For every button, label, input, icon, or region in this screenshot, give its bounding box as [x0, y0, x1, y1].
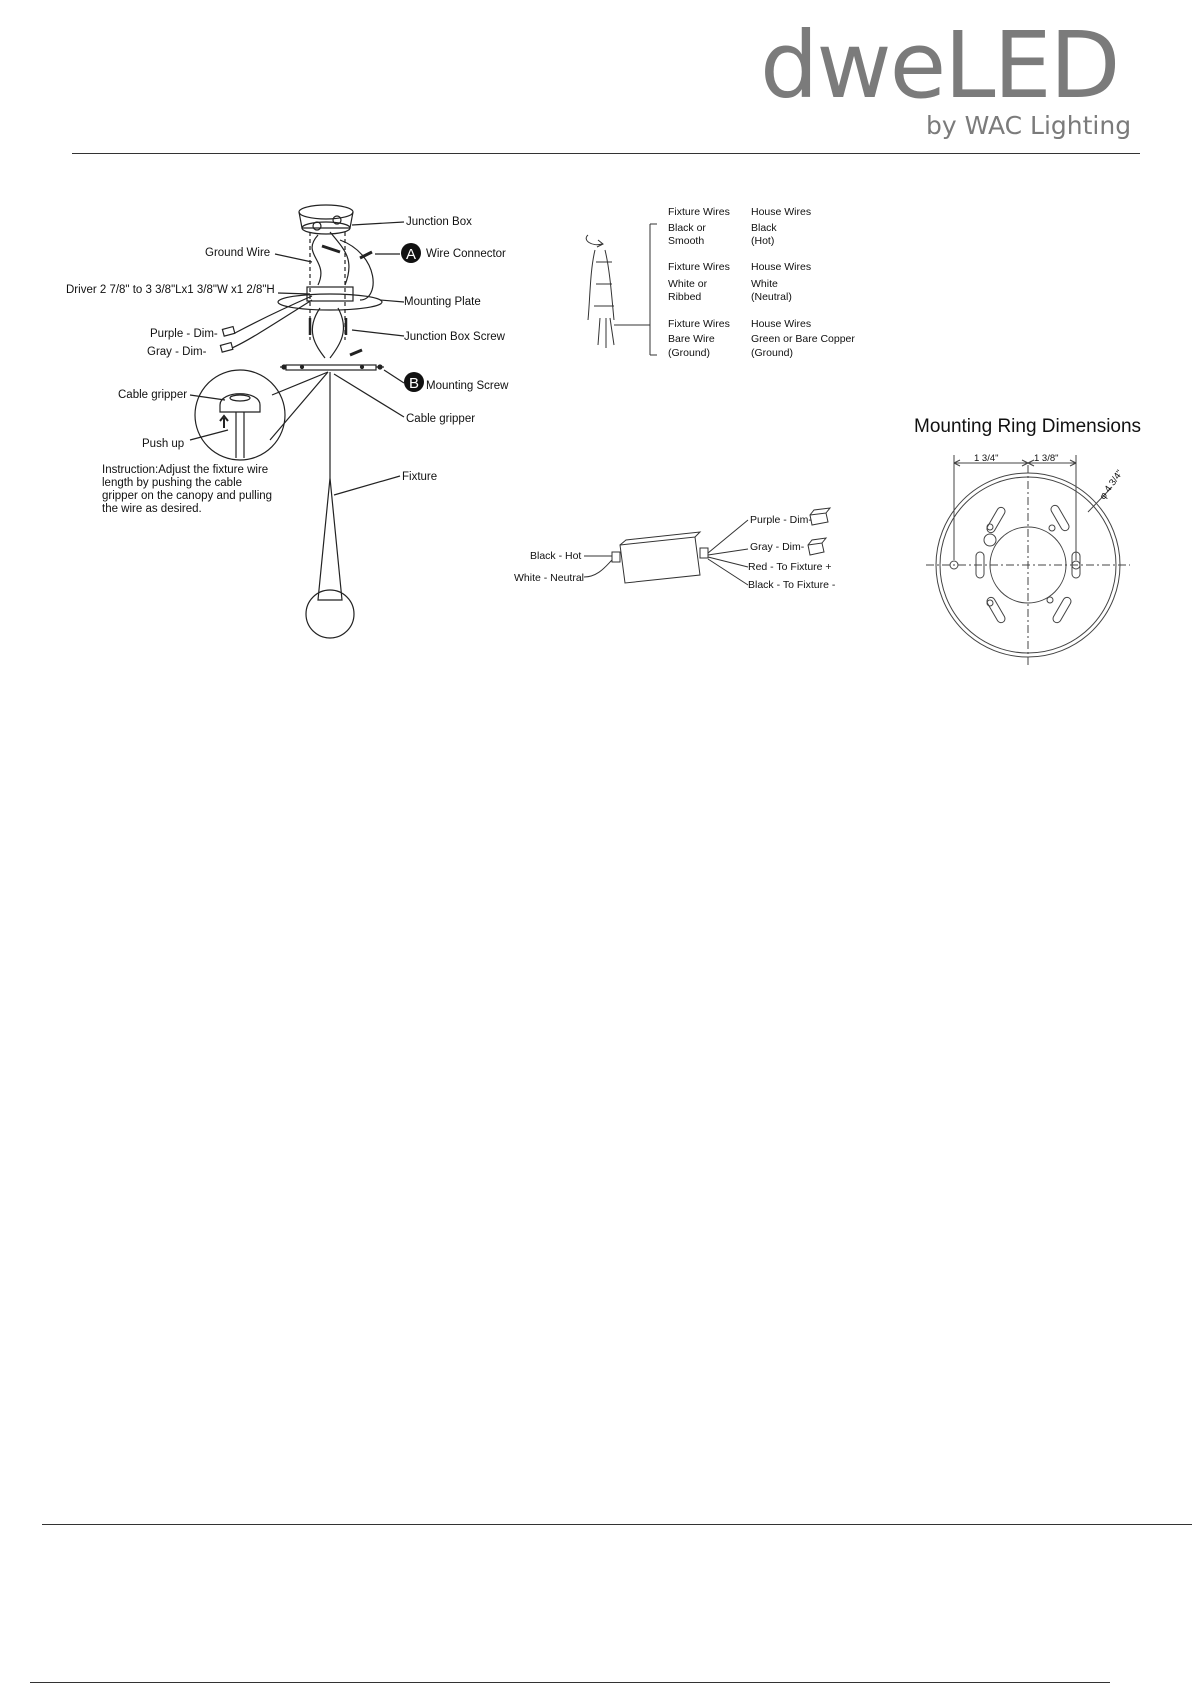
driver-label-gray-dim: Gray - Dim-	[750, 541, 805, 553]
label-purple-dim: Purple - Dim-	[150, 328, 218, 340]
label-wire-connector: Wire Connector	[426, 248, 506, 260]
mounting-ring-diameter: φ 4 3/4"	[1097, 468, 1126, 502]
label-cable-gripper-left: Cable gripper	[118, 389, 188, 401]
wiring-row-1-house-2: (Hot)	[751, 235, 775, 247]
label-junction-box-screw: Junction Box Screw	[404, 331, 505, 343]
badge-a-letter: A	[405, 246, 417, 263]
wiring-row-1-house-1: Black	[751, 222, 777, 234]
driver-label-black-hot: Black - Hot	[530, 550, 582, 562]
brand-logo: dweLED	[760, 12, 1119, 119]
wiring-row-2-fixture-2: Ribbed	[668, 291, 702, 303]
instruction-line-2: length by pushing the cable	[102, 477, 243, 489]
wiring-row-3-house-1: Green or Bare Copper	[751, 333, 855, 345]
bottom-divider	[30, 1682, 1110, 1683]
label-ground-wire: Ground Wire	[205, 247, 271, 259]
mounting-ring-dim-left: 1 3/4"	[974, 453, 999, 464]
instruction-line-1: Instruction:Adjust the fixture wire	[102, 464, 269, 476]
driver-label-black-fixture: Black - To Fixture -	[748, 579, 836, 591]
label-mounting-screw: Mounting Screw	[426, 380, 509, 392]
label-gray-dim: Gray - Dim-	[147, 346, 207, 358]
wiring-row-2-house-2: (Neutral)	[751, 291, 792, 303]
label-driver: Driver 2 7/8" to 3 3/8"Lx1 3/8"W x1 2/8"H	[66, 284, 275, 296]
brand-logo-subtitle: by WAC Lighting	[926, 111, 1132, 140]
wiring-row-1-house-header: House Wires	[751, 206, 812, 218]
wiring-row-1-fixture-2: Smooth	[668, 235, 705, 247]
junction-box-drawing	[299, 205, 353, 234]
installation-drawings	[0, 0, 1192, 700]
mounting-ring-title: Mounting Ring Dimensions	[914, 416, 1142, 437]
wiring-row-3-house-header: House Wires	[751, 318, 812, 330]
driver-label-purple-dim: Purple - Dim-	[750, 514, 812, 526]
instruction-line-4: the wire as desired.	[102, 503, 202, 515]
label-fixture: Fixture	[402, 471, 438, 483]
mounting-ring-drawing	[926, 455, 1130, 665]
wiring-row-2-house-1: White	[751, 278, 778, 290]
assembly-diagram	[190, 205, 404, 638]
wiring-row-2-fixture-1: White or	[668, 278, 708, 290]
driver-label-red-fixture: Red - To Fixture +	[748, 561, 832, 573]
footer-divider	[42, 1524, 1192, 1525]
wiring-row-2-fixture-header: Fixture Wires	[668, 261, 730, 273]
badge-b-letter: B	[408, 375, 420, 392]
wiring-row-3-fixture-1: Bare Wire	[668, 333, 715, 345]
cable-gripper-detail	[195, 370, 285, 460]
wiring-row-3-fixture-header: Fixture Wires	[668, 318, 730, 330]
label-cable-gripper-right: Cable gripper	[406, 413, 476, 425]
label-junction-box: Junction Box	[406, 216, 472, 228]
label-push-up: Push up	[142, 438, 185, 450]
mounting-ring-dim-right: 1 3/8"	[1034, 453, 1059, 464]
driver-label-white-neutral: White - Neutral	[514, 572, 585, 584]
wiring-row-3-fixture-2: (Ground)	[668, 347, 711, 359]
wiring-row-3-house-2: (Ground)	[751, 347, 794, 359]
wiring-row-1-fixture-header: Fixture Wires	[668, 206, 730, 218]
wiring-row-2-house-header: House Wires	[751, 261, 812, 273]
wiring-row-1-fixture-1: Black or	[668, 222, 706, 234]
wire-bundle-drawing	[586, 224, 657, 355]
mounting-plate-drawing	[278, 294, 382, 310]
instruction-line-3: gripper on the canopy and pulling	[102, 490, 273, 502]
label-mounting-plate: Mounting Plate	[404, 296, 481, 308]
